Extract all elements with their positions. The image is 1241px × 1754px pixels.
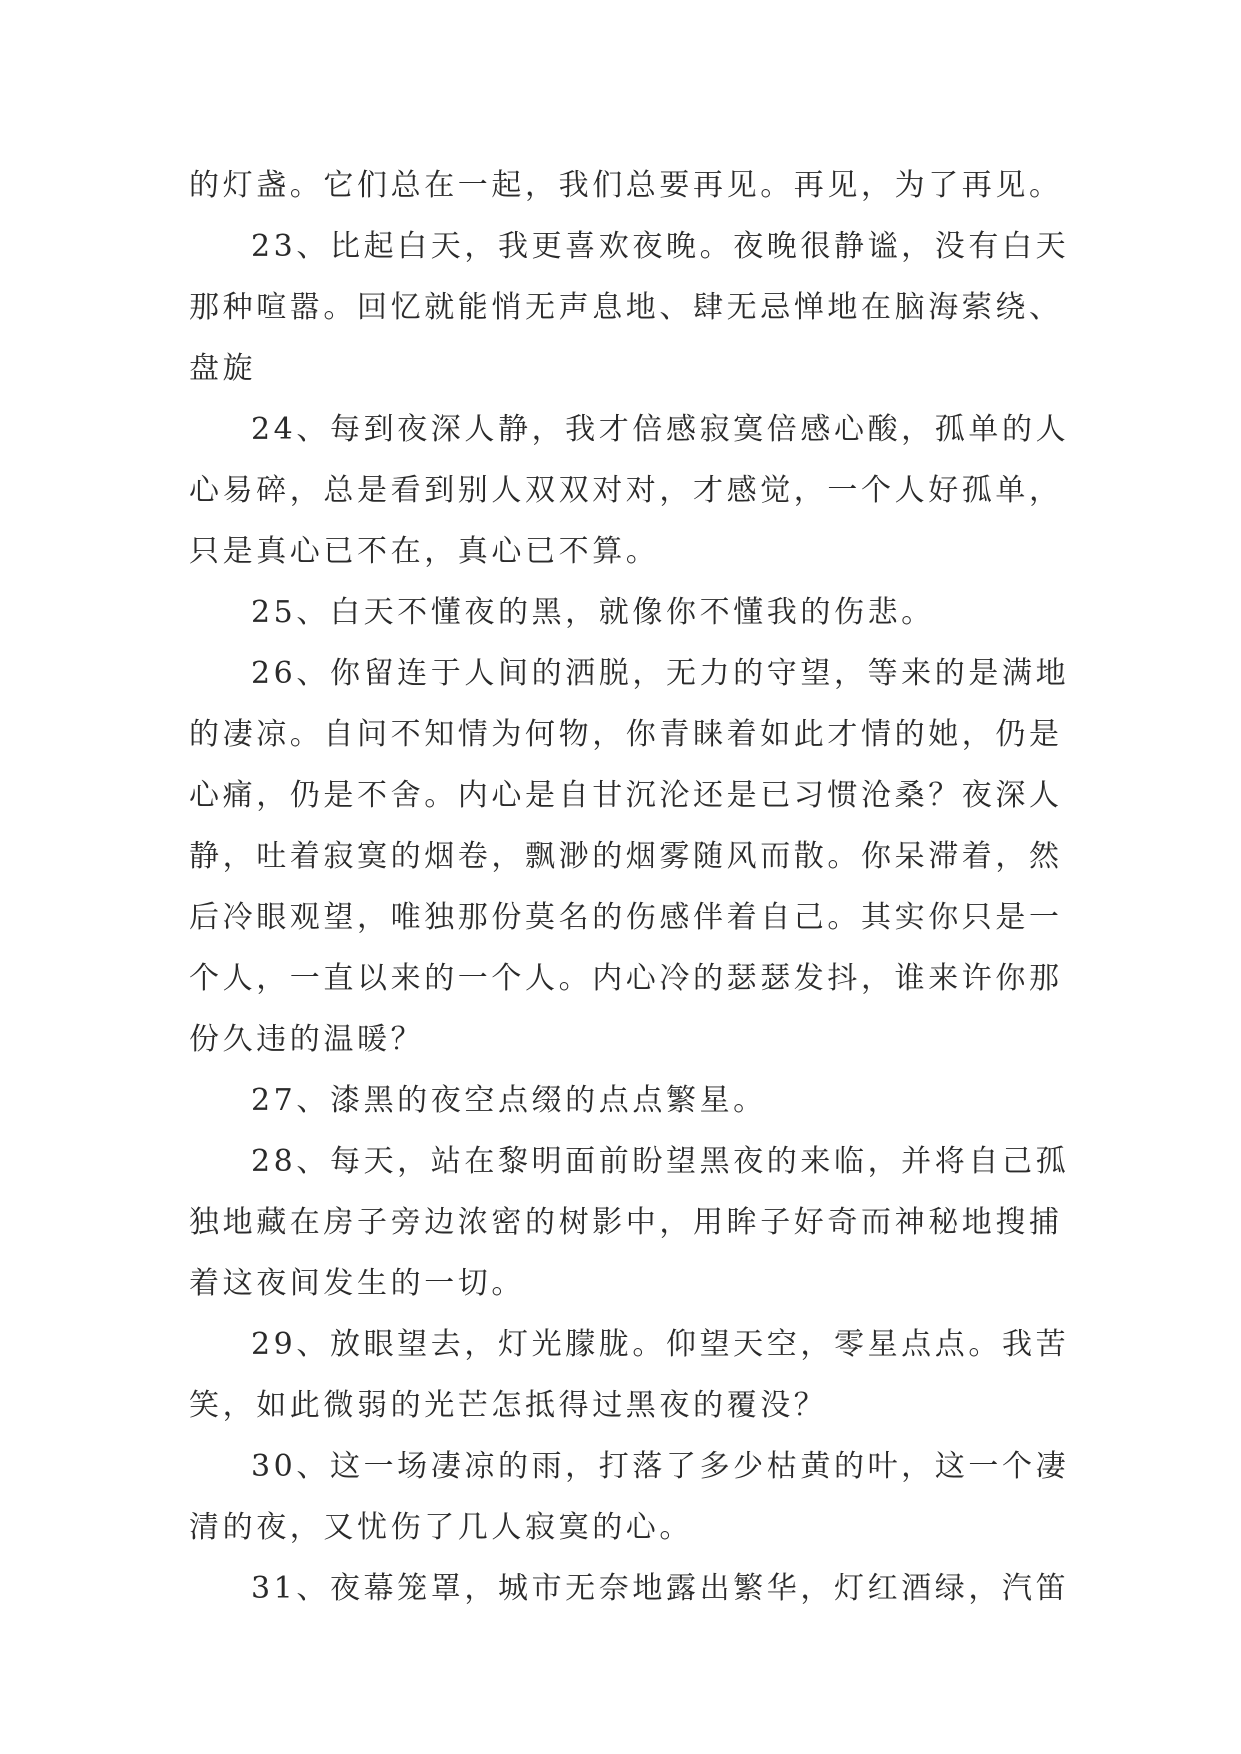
text-line: 那种喧嚣。回忆就能悄无声息地、肆无忌惮地在脑海萦绕、: [189, 290, 1063, 325]
paragraph-25: 25、白天不懂夜的黑，就像你不懂我的伤悲。: [251, 595, 935, 630]
text-line: 独地藏在房子旁边浓密的树影中，用眸子好奇而神秘地搜捕: [189, 1205, 1063, 1240]
paragraph-23-start: 23、比起白天，我更喜欢夜晚。夜晚很静谧，没有白天: [251, 229, 1070, 264]
text-line: 的凄凉。自问不知情为何物，你青睐着如此才情的她，仍是: [189, 717, 1063, 752]
text-line: 清的夜，又忧伤了几人寂寞的心。: [189, 1510, 693, 1545]
text-line: 心痛，仍是不舍。内心是自甘沉沦还是已习惯沧桑？夜深人: [189, 778, 1063, 813]
text-line: 后冷眼观望，唯独那份莫名的伤感伴着自己。其实你只是一: [189, 900, 1063, 935]
paragraph-29-start: 29、放眼望去，灯光朦胧。仰望天空，零星点点。我苦: [251, 1327, 1070, 1362]
text-line: 着这夜间发生的一切。: [189, 1266, 525, 1301]
text-line: 个人，一直以来的一个人。内心冷的瑟瑟发抖，谁来许你那: [189, 961, 1063, 996]
text-line: 静，吐着寂寞的烟卷，飘渺的烟雾随风而散。你呆滞着，然: [189, 839, 1063, 874]
text-line: 盘旋: [189, 351, 257, 386]
text-line: 只是真心已不在，真心已不算。: [189, 534, 660, 569]
paragraph-27: 27、漆黑的夜空点缀的点点繁星。: [251, 1083, 767, 1118]
document-body: [189, 155, 1070, 1619]
paragraph-30-start: 30、这一场凄凉的雨，打落了多少枯黄的叶，这一个凄: [251, 1449, 1070, 1484]
paragraph-28-start: 28、每天，站在黎明面前盼望黑夜的来临，并将自己孤: [251, 1144, 1070, 1179]
paragraph-24-start: 24、每到夜深人静，我才倍感寂寞倍感心酸，孤单的人: [251, 412, 1070, 447]
text-line: 笑，如此微弱的光芒怎抵得过黑夜的覆没？: [189, 1388, 828, 1423]
text-line: 的灯盏。它们总在一起，我们总要再见。再见，为了再见。: [189, 168, 1063, 203]
paragraph-31-start: 31、夜幕笼罩，城市无奈地露出繁华，灯红酒绿，汽笛: [251, 1571, 1070, 1606]
paragraph-26-start: 26、你留连于人间的洒脱，无力的守望，等来的是满地: [251, 656, 1070, 691]
text-line: 心易碎，总是看到别人双双对对，才感觉，一个人好孤单，: [189, 473, 1063, 508]
text-line: 份久违的温暖？: [189, 1022, 425, 1057]
